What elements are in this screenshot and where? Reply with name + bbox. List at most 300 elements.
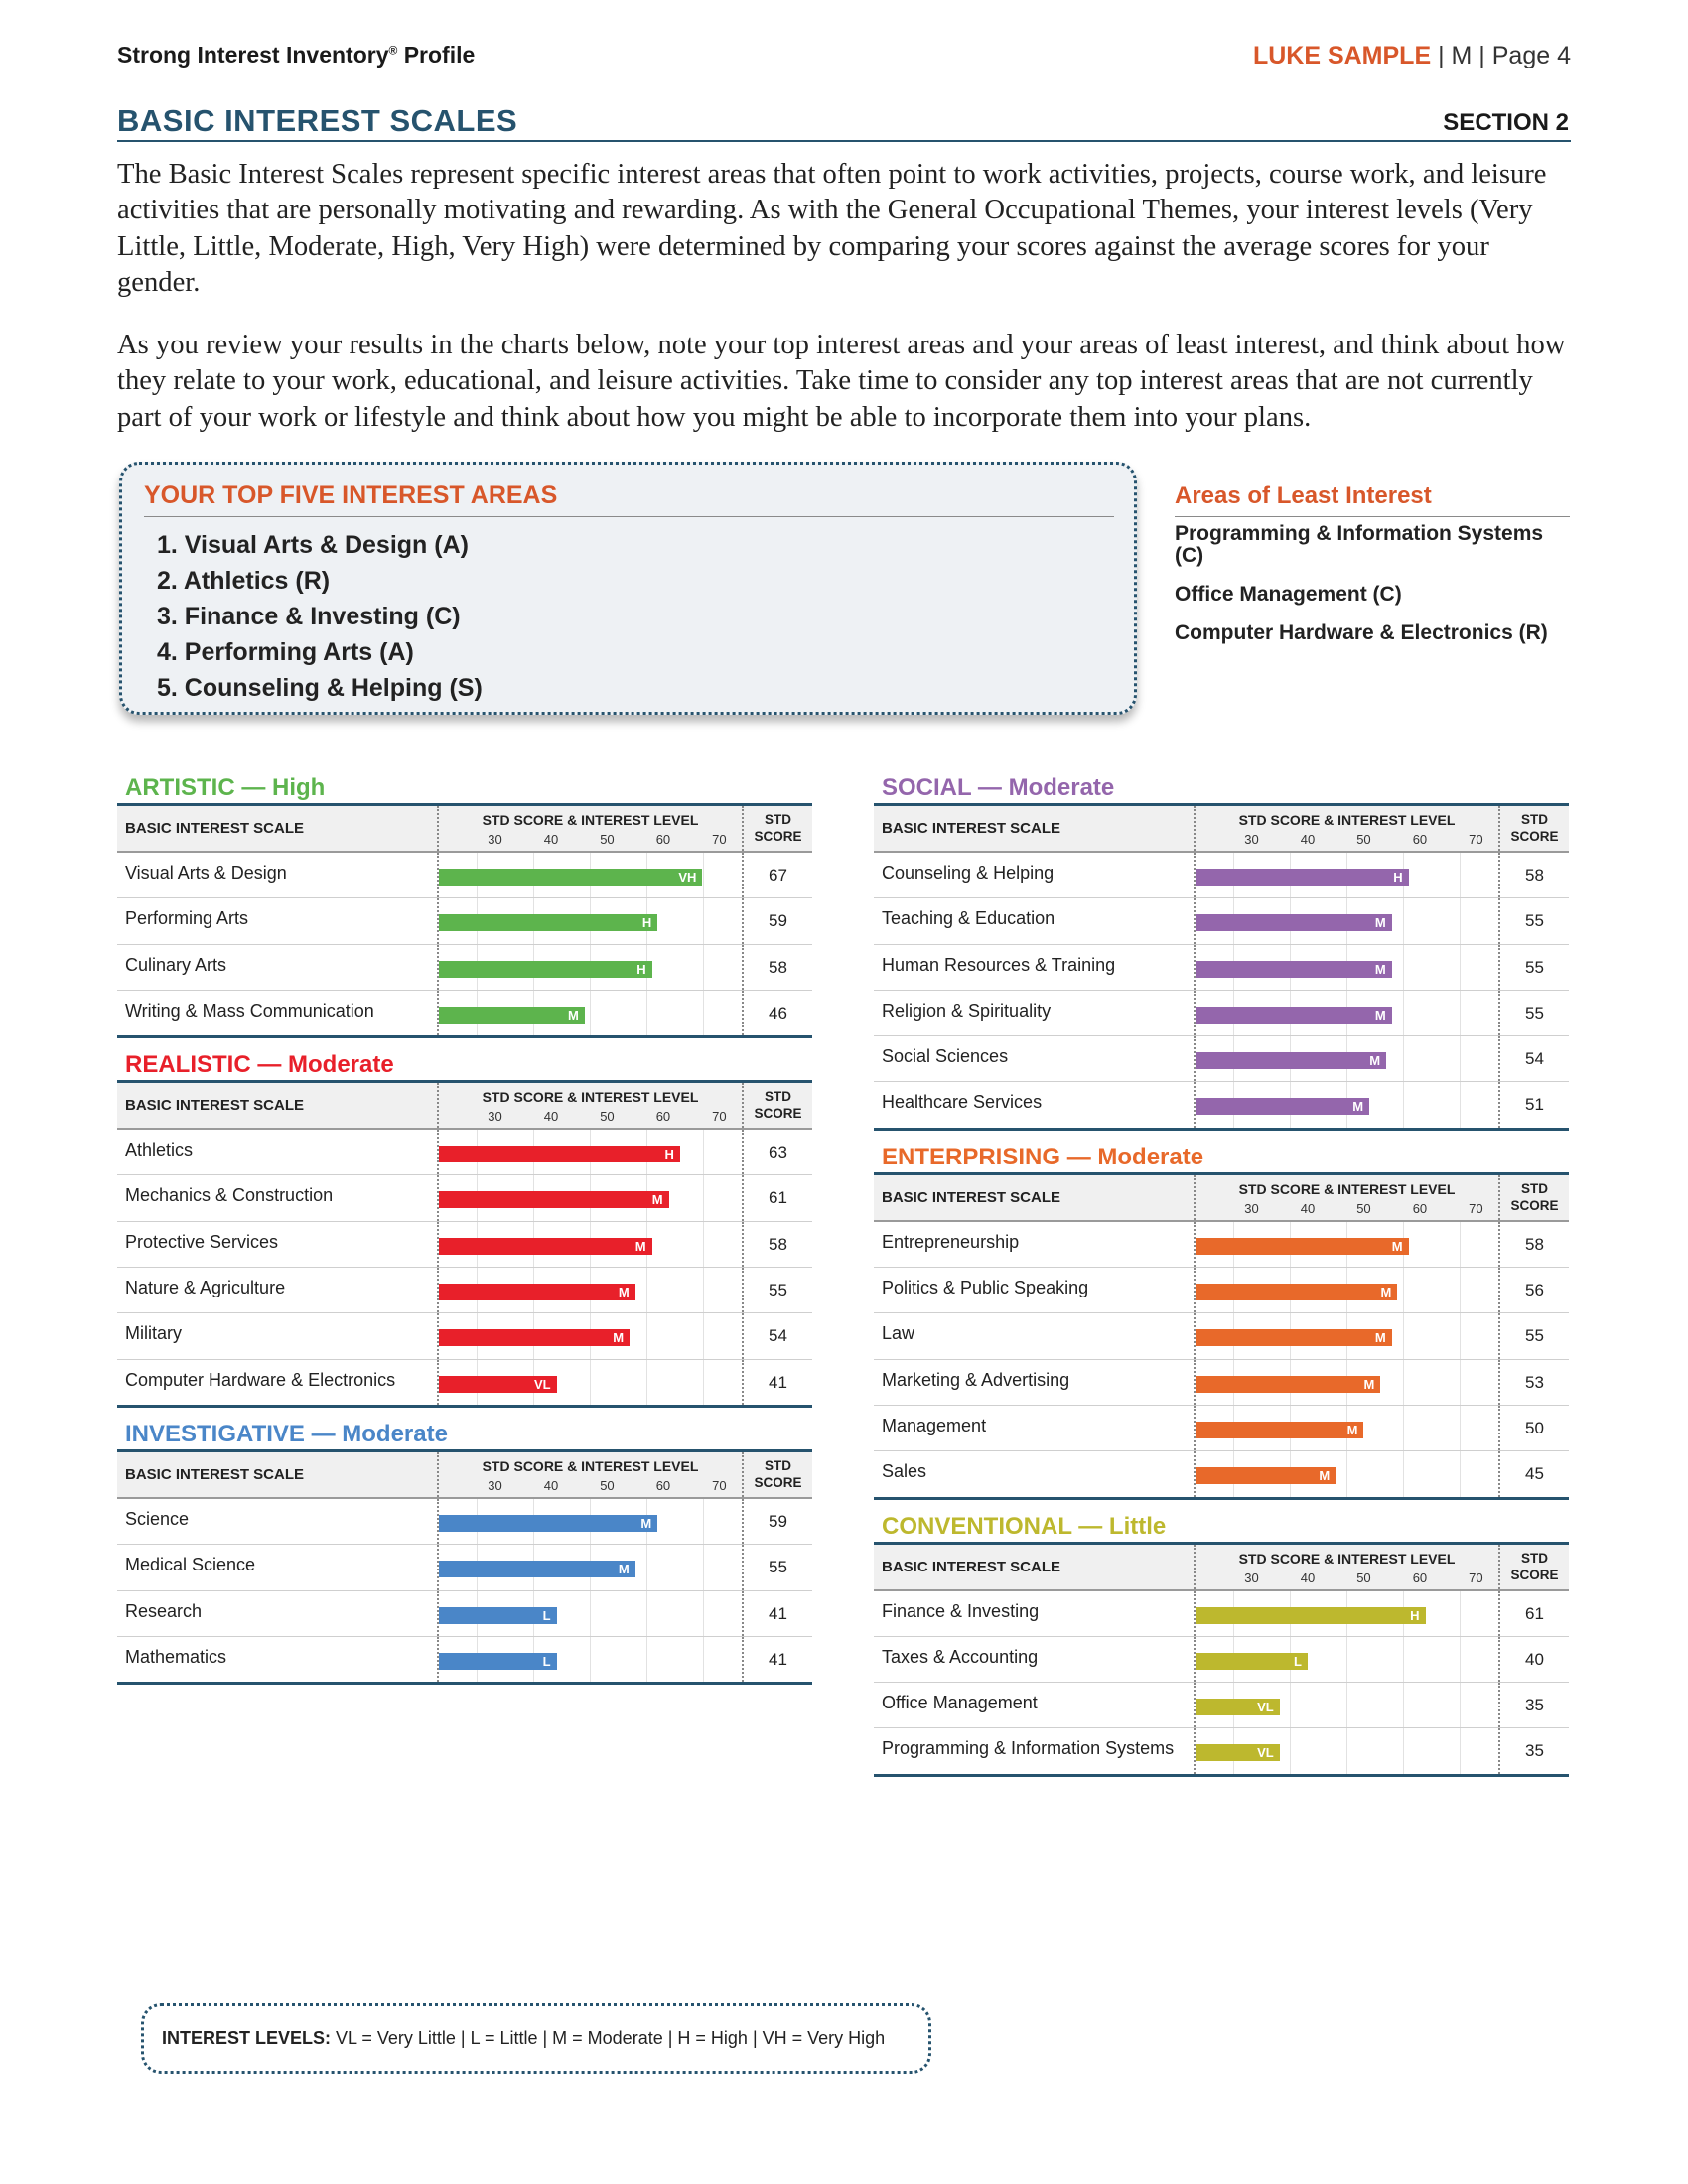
interest-level-label: M: [618, 1562, 630, 1577]
score-bar: [1196, 1699, 1280, 1715]
scale-row: [117, 1636, 812, 1682]
legend-label: INTEREST LEVELS:: [162, 2028, 332, 2048]
interest-level-label: M: [1374, 1007, 1386, 1023]
score-column-header: [742, 806, 812, 851]
scale-table: [117, 803, 812, 1038]
scale-row: [117, 990, 812, 1035]
tick-label: 60: [1412, 1570, 1428, 1585]
score-header-line: SCORE: [754, 829, 802, 844]
scale-name: Military: [125, 1323, 182, 1344]
std-score: 45: [1498, 1451, 1569, 1496]
scale-column-header: BASIC INTEREST SCALE: [882, 1188, 1061, 1206]
section-divider: [117, 140, 1571, 142]
score-bar-cell: [1194, 898, 1498, 943]
tick-label: 30: [488, 1109, 502, 1125]
score-bar: [439, 1607, 557, 1624]
score-bar: [439, 1284, 635, 1300]
interest-level-label: L: [1294, 1653, 1302, 1669]
scale-column-header: BASIC INTEREST SCALE: [125, 1097, 305, 1115]
std-score: 55: [1498, 898, 1569, 943]
scale-name: Teaching & Education: [882, 908, 1055, 929]
scale-row: [874, 1636, 1569, 1682]
tick-label: 40: [1300, 832, 1316, 847]
tick-label: 30: [488, 832, 502, 847]
scale-row: [117, 1221, 812, 1267]
tick-label: 50: [600, 1477, 615, 1493]
score-bar-cell: [1194, 1222, 1498, 1267]
score-header-line: STD: [1521, 812, 1548, 827]
score-column-header: [1498, 1545, 1569, 1589]
score-bar-cell: [437, 898, 742, 943]
top-five-title: YOUR TOP FIVE INTEREST AREAS: [144, 481, 558, 509]
score-bar-cell: [437, 1313, 742, 1358]
score-bar-cell: [1194, 1451, 1498, 1496]
tick-label: 60: [655, 1109, 671, 1125]
score-bar-cell: [437, 1268, 742, 1312]
score-bar: [1196, 1376, 1380, 1393]
score-column-header: [742, 1083, 812, 1128]
std-score: 50: [1498, 1406, 1569, 1450]
score-bar: [1196, 1329, 1392, 1346]
score-bar: [439, 1146, 680, 1162]
score-header-line: SCORE: [1510, 1567, 1559, 1582]
theme-chart-artistic: [117, 773, 812, 1038]
table-header: [874, 1175, 1569, 1222]
legend-item: VL = Very Little: [331, 2028, 456, 2048]
tick-label: 50: [1356, 1200, 1371, 1216]
scale-row: [874, 1312, 1569, 1358]
score-bar-cell: [437, 1130, 742, 1174]
scale-row: [874, 897, 1569, 943]
tick-label: 70: [712, 1109, 727, 1125]
theme-name: SOCIAL: [882, 774, 972, 801]
scale-name: Mechanics & Construction: [125, 1185, 334, 1206]
table-header: [117, 1452, 812, 1499]
document-title: Strong Interest Inventory® Profile: [117, 42, 476, 68]
scale-name: Programming & Information Systems: [882, 1738, 1175, 1759]
interest-level-label: M: [1363, 1376, 1375, 1392]
interest-level-label: VL: [533, 1376, 551, 1392]
score-bar: [1196, 1653, 1308, 1670]
score-bar-cell: [1194, 1360, 1498, 1405]
score-bar-cell: [437, 1637, 742, 1682]
scale-row: [874, 1359, 1569, 1405]
scale-row: [874, 1591, 1569, 1636]
scale-row: [117, 1544, 812, 1589]
interest-level-label: VL: [1257, 1700, 1274, 1715]
tick-label: 50: [1356, 1570, 1371, 1585]
score-bar: [1196, 1284, 1397, 1300]
theme-name: INVESTIGATIVE: [125, 1420, 305, 1447]
std-score: 41: [742, 1637, 812, 1682]
legend-item: | L = Little: [455, 2028, 538, 2048]
interest-level-label: M: [1374, 961, 1386, 977]
interest-level-label: VL: [1257, 1745, 1274, 1761]
level-column-label: STD SCORE & INTEREST LEVEL: [482, 812, 699, 828]
theme-level: Moderate: [1008, 774, 1115, 801]
tick-label: 40: [543, 1477, 559, 1493]
scale-row: [874, 1727, 1569, 1773]
scale-row: [874, 1035, 1569, 1081]
theme-chart-social: [874, 773, 1569, 1131]
legend-item: | H = High: [662, 2028, 748, 2048]
score-header-line: SCORE: [1510, 1197, 1559, 1213]
intro-paragraph-2: As you review your results in the charts below, note your top interest areas and your areas of least interest, and think about how they relate to your work, educational, and leisure activities. Take time to consider any top interest areas that are not currently part of your work or lifestyle and think about how you might be able to incorporate them into your plans.: [117, 330, 1566, 433]
scale-column-header: BASIC INTEREST SCALE: [882, 1558, 1061, 1575]
score-bar: [439, 1329, 630, 1346]
level-column-header: [1194, 806, 1498, 851]
interest-level-label: H: [1410, 1607, 1420, 1623]
level-column-header: [437, 1452, 742, 1497]
std-score: 35: [1498, 1683, 1569, 1727]
tick-label: 40: [1300, 1570, 1316, 1585]
scale-name: Taxes & Accounting: [882, 1646, 1039, 1667]
std-score: 40: [1498, 1637, 1569, 1682]
scale-row: [117, 1312, 812, 1358]
theme-separator: —: [971, 774, 1009, 801]
intro-paragraph-1: The Basic Interest Scales represent specific interest areas that often point to work activities, projects, course work, and leisure activities that are personally motivating and rewarding. As with the General Occupational Themes, your interest levels (Very Little, Little, Moderate, High, Very High) were determined by comparing your scores against the average scores for your gender.: [117, 159, 1547, 299]
scale-name: Protective Services: [125, 1231, 279, 1252]
score-header-line: SCORE: [1510, 829, 1559, 844]
theme-title: [874, 773, 1569, 803]
tick-label: 70: [712, 832, 727, 847]
score-header-line: STD: [765, 812, 791, 827]
scale-name: Science: [125, 1508, 190, 1529]
theme-name: CONVENTIONAL: [882, 1512, 1072, 1540]
score-column-header: [1498, 806, 1569, 851]
least-interest-item: Office Management (C): [1175, 583, 1402, 606]
std-score: 41: [742, 1360, 812, 1405]
score-bar: [439, 1561, 635, 1577]
std-score: 59: [742, 1499, 812, 1544]
scale-table: [117, 1449, 812, 1685]
scale-name: Entrepreneurship: [882, 1231, 1020, 1252]
interest-level-label: M: [1380, 1285, 1392, 1300]
top-five-item: 2. Athletics (R): [157, 567, 331, 595]
divider: [1175, 516, 1570, 517]
tick-label: 40: [1300, 1200, 1316, 1216]
std-score: 58: [1498, 1222, 1569, 1267]
tick-label: 30: [1244, 1200, 1259, 1216]
tick-label: 40: [543, 832, 559, 847]
scale-row: [117, 1267, 812, 1312]
scale-name: Athletics: [125, 1140, 194, 1160]
level-column-label: STD SCORE & INTEREST LEVEL: [1238, 1550, 1456, 1567]
scale-row: [117, 1590, 812, 1636]
scale-name: Nature & Agriculture: [125, 1278, 286, 1298]
left-chart-column: [117, 773, 812, 1697]
scale-row: [874, 990, 1569, 1035]
scale-name: Management: [882, 1415, 987, 1435]
level-column-label: STD SCORE & INTEREST LEVEL: [482, 1089, 699, 1106]
std-score: 46: [742, 991, 812, 1035]
gender: M: [1451, 42, 1473, 69]
least-interest-panel: [1175, 482, 1570, 661]
std-score: 35: [1498, 1728, 1569, 1773]
std-score: 41: [742, 1591, 812, 1636]
theme-level: Moderate: [288, 1051, 394, 1079]
scale-row: [874, 1081, 1569, 1127]
scale-table: [117, 1080, 812, 1408]
std-score: 56: [1498, 1268, 1569, 1312]
top-five-item: 1. Visual Arts & Design (A): [157, 531, 469, 559]
std-score: 55: [1498, 1313, 1569, 1358]
interest-level-label: M: [1346, 1422, 1358, 1437]
scale-row: [874, 853, 1569, 897]
theme-title: [117, 1050, 812, 1080]
top-five-box: [119, 462, 1137, 715]
scale-name: Performing Arts: [125, 908, 249, 929]
std-score: 59: [742, 898, 812, 943]
theme-title: [874, 1512, 1569, 1542]
score-bar-cell: [437, 1360, 742, 1405]
tick-label: 70: [712, 1477, 727, 1493]
level-column-header: [437, 1083, 742, 1128]
interest-level-label: M: [1352, 1099, 1364, 1115]
score-bar-cell: [1194, 1036, 1498, 1081]
std-score: 58: [1498, 853, 1569, 897]
tick-label: 60: [1412, 832, 1428, 847]
score-bar-cell: [437, 1545, 742, 1589]
score-bar: [1196, 869, 1409, 886]
divider: [144, 516, 1114, 517]
scale-name: Human Resources & Training: [882, 954, 1116, 975]
theme-separator: —: [1071, 1512, 1109, 1540]
std-score: 51: [1498, 1082, 1569, 1127]
theme-name: ARTISTIC: [125, 774, 235, 801]
score-bar: [439, 961, 652, 978]
tick-label: 60: [655, 1477, 671, 1493]
theme-separator: —: [1060, 1143, 1098, 1170]
score-bar-cell: [437, 991, 742, 1035]
interest-level-label: M: [613, 1330, 625, 1346]
tick-label: 30: [488, 1477, 502, 1493]
scale-row: [874, 1267, 1569, 1312]
score-bar-cell: [1194, 1637, 1498, 1682]
interest-level-label: H: [636, 961, 646, 977]
theme-level: Moderate: [342, 1420, 448, 1447]
theme-level: High: [272, 774, 326, 801]
section-title: BASIC INTEREST SCALES: [117, 103, 518, 138]
std-score: 55: [742, 1268, 812, 1312]
std-score: 63: [742, 1130, 812, 1174]
score-bar: [439, 1515, 657, 1532]
std-score: 58: [742, 945, 812, 990]
scale-name: Counseling & Helping: [882, 863, 1055, 883]
scale-name: Research: [125, 1600, 203, 1621]
interest-level-label: H: [1393, 870, 1403, 885]
scale-name: Culinary Arts: [125, 954, 227, 975]
score-bar: [1196, 961, 1392, 978]
score-bar: [439, 1238, 652, 1255]
score-header-line: SCORE: [754, 1106, 802, 1122]
score-bar: [439, 1376, 557, 1393]
std-score: 67: [742, 853, 812, 897]
score-bar: [439, 1191, 669, 1208]
score-bar: [439, 914, 657, 931]
tick-label: 40: [543, 1109, 559, 1125]
scale-row: [117, 1130, 812, 1174]
scale-table: [874, 1172, 1569, 1500]
least-interest-item: Programming & Information Systems (C): [1175, 522, 1544, 567]
top-five-item: 4. Performing Arts (A): [157, 638, 414, 666]
top-five-item: 5. Counseling & Helping (S): [157, 674, 483, 702]
scale-row: [874, 1450, 1569, 1496]
score-bar-cell: [1194, 945, 1498, 990]
scale-row: [117, 853, 812, 897]
theme-separator: —: [250, 1051, 289, 1079]
scale-name: Politics & Public Speaking: [882, 1278, 1089, 1298]
score-bar-cell: [1194, 1268, 1498, 1312]
score-bar-cell: [437, 1591, 742, 1636]
score-bar-cell: [437, 1222, 742, 1267]
theme-name: ENTERPRISING: [882, 1143, 1061, 1170]
scale-name: Visual Arts & Design: [125, 863, 287, 883]
score-bar: [1196, 1007, 1392, 1024]
score-bar: [439, 1653, 557, 1670]
level-column-label: STD SCORE & INTEREST LEVEL: [1238, 812, 1456, 828]
scale-name: Social Sciences: [882, 1046, 1009, 1067]
theme-chart-conventional: [874, 1512, 1569, 1777]
level-column-header: [1194, 1545, 1498, 1589]
scale-row: [117, 1174, 812, 1220]
scale-table: [874, 1542, 1569, 1777]
level-column-header: [437, 806, 742, 851]
score-bar: [1196, 1052, 1386, 1069]
tick-label: 30: [1244, 1570, 1259, 1585]
tick-label: 30: [1244, 832, 1259, 847]
interest-level-label: H: [641, 915, 652, 931]
interest-level-label: M: [1319, 1468, 1331, 1484]
table-header: [117, 806, 812, 853]
scale-row: [874, 944, 1569, 990]
scale-name: Religion & Spirituality: [882, 1000, 1052, 1021]
score-bar: [1196, 914, 1392, 931]
scale-name: Medical Science: [125, 1555, 256, 1575]
scale-row: [117, 944, 812, 990]
interest-level-label: M: [1374, 915, 1386, 931]
tick-label: 50: [600, 832, 615, 847]
score-header-line: SCORE: [754, 1474, 802, 1490]
least-interest-item: Computer Hardware & Electronics (R): [1175, 621, 1548, 644]
interest-level-label: M: [1374, 1330, 1386, 1346]
score-column-header: [742, 1452, 812, 1497]
score-bar: [1196, 1098, 1369, 1115]
std-score: 55: [742, 1545, 812, 1589]
scale-column-header: BASIC INTEREST SCALE: [882, 820, 1061, 837]
legend-item: | M = Moderate: [537, 2028, 663, 2048]
score-bar-cell: [437, 1499, 742, 1544]
scale-name: Marketing & Advertising: [882, 1369, 1070, 1390]
score-bar: [439, 869, 702, 886]
score-bar-cell: [1194, 1082, 1498, 1127]
std-score: 58: [742, 1222, 812, 1267]
section-number: SECTION 2: [1443, 109, 1569, 136]
scale-row: [874, 1222, 1569, 1267]
scale-name: Finance & Investing: [882, 1600, 1040, 1621]
scale-name: Writing & Mass Communication: [125, 1000, 374, 1021]
least-interest-title: Areas of Least Interest: [1175, 482, 1432, 509]
page-info: LUKE SAMPLE | M | Page 4: [1252, 42, 1571, 69]
level-column-label: STD SCORE & INTEREST LEVEL: [482, 1457, 699, 1474]
interest-level-label: H: [664, 1147, 674, 1162]
client-name: LUKE SAMPLE: [1252, 42, 1432, 69]
scale-row: [117, 1359, 812, 1405]
theme-separator: —: [304, 1420, 343, 1447]
theme-chart-enterprising: [874, 1143, 1569, 1500]
scale-column-header: BASIC INTEREST SCALE: [125, 820, 305, 837]
table-header: [874, 1545, 1569, 1591]
score-bar: [1196, 1744, 1280, 1761]
score-header-line: STD: [765, 1089, 791, 1105]
tick-label: 60: [1412, 1200, 1428, 1216]
score-bar-cell: [437, 853, 742, 897]
interest-level-label: L: [542, 1653, 551, 1669]
top-five-item: 3. Finance & Investing (C): [157, 603, 461, 630]
std-score: 61: [1498, 1591, 1569, 1636]
interest-level-label: M: [618, 1285, 630, 1300]
tick-label: 70: [1469, 1570, 1483, 1585]
interest-level-label: M: [651, 1192, 663, 1208]
std-score: 55: [1498, 991, 1569, 1035]
level-column-label: STD SCORE & INTEREST LEVEL: [1238, 1180, 1456, 1197]
theme-title: [874, 1143, 1569, 1172]
std-score: 54: [1498, 1036, 1569, 1081]
score-bar-cell: [1194, 1591, 1498, 1636]
level-column-header: [1194, 1175, 1498, 1220]
interest-level-label: VH: [678, 870, 697, 885]
scale-name: Office Management: [882, 1693, 1038, 1713]
scale-row: [117, 1499, 812, 1544]
score-bar: [1196, 1467, 1336, 1484]
interest-levels-legend: [141, 2003, 931, 2074]
scale-table: [874, 803, 1569, 1131]
legend-item: | VH = Very High: [747, 2028, 886, 2048]
score-header-line: STD: [1521, 1180, 1548, 1196]
theme-title: [117, 773, 812, 803]
right-chart-column: [874, 773, 1569, 1789]
scale-name: Computer Hardware & Electronics: [125, 1369, 396, 1390]
score-bar-cell: [1194, 853, 1498, 897]
score-bar: [1196, 1422, 1363, 1438]
interest-level-label: M: [1391, 1238, 1403, 1254]
tick-label: 50: [1356, 832, 1371, 847]
theme-chart-realistic: [117, 1050, 812, 1408]
top-five-list: [157, 527, 483, 706]
std-score: 55: [1498, 945, 1569, 990]
interest-level-label: M: [1369, 1053, 1381, 1069]
std-score: 61: [742, 1175, 812, 1220]
std-score: 54: [742, 1313, 812, 1358]
theme-name: REALISTIC: [125, 1051, 251, 1079]
theme-title: [117, 1420, 812, 1449]
scale-column-header: BASIC INTEREST SCALE: [125, 1465, 305, 1483]
scale-row: [874, 1682, 1569, 1727]
tick-label: 60: [655, 832, 671, 847]
score-bar-cell: [437, 945, 742, 990]
tick-label: 70: [1469, 1200, 1483, 1216]
score-bar-cell: [1194, 991, 1498, 1035]
table-header: [874, 806, 1569, 853]
score-bar: [439, 1007, 585, 1024]
interest-level-label: M: [640, 1515, 652, 1531]
score-column-header: [1498, 1175, 1569, 1220]
theme-level: Little: [1108, 1512, 1167, 1540]
scale-name: Sales: [882, 1461, 927, 1482]
page-number: Page 4: [1491, 42, 1571, 69]
theme-separator: —: [234, 774, 273, 801]
score-bar-cell: [1194, 1683, 1498, 1727]
